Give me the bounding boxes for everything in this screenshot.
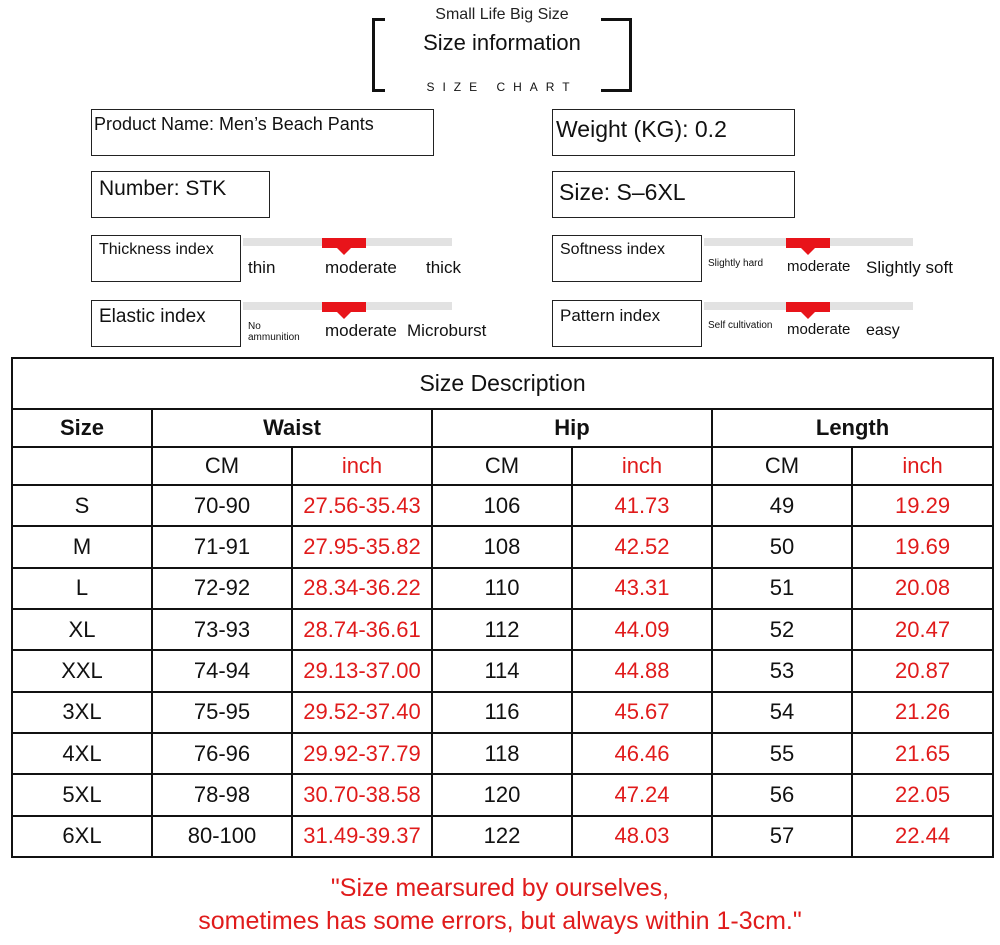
waist-inch-cell: 28.74-36.61 <box>292 609 432 650</box>
table-row <box>12 692 993 733</box>
table-row <box>12 568 993 609</box>
hip-cm-cell: 108 <box>432 526 572 567</box>
hip-cm-cell: 112 <box>432 609 572 650</box>
length-cm-cell: 57 <box>712 816 852 857</box>
length-cm-cell: 55 <box>712 733 852 774</box>
pattern-index-box <box>552 300 702 347</box>
number-box <box>91 171 270 218</box>
size-range: Size: S–6XL <box>559 179 686 205</box>
hip-cm-cell: 106 <box>432 485 572 526</box>
length-inch-cell: 22.05 <box>852 774 993 815</box>
pattern-high-label: easy <box>866 322 900 339</box>
waist-inch-cell: 28.34-36.22 <box>292 568 432 609</box>
waist-inch-cell: 29.52-37.40 <box>292 692 432 733</box>
waist-inch-cell: 31.49-39.37 <box>292 816 432 857</box>
waist-cm-cell: 73-93 <box>152 609 292 650</box>
length-column-header: Length <box>712 409 993 447</box>
waist-cm-cell: 75-95 <box>152 692 292 733</box>
unit-header: CM <box>152 447 292 485</box>
waist-cm-cell: 72-92 <box>152 568 292 609</box>
softness-low-label: Slightly hard <box>708 258 764 269</box>
softness-pointer <box>799 246 817 255</box>
size-cell: 4XL <box>12 733 152 774</box>
hip-cm-cell: 116 <box>432 692 572 733</box>
softness-index-bar <box>704 238 913 246</box>
length-cm-cell: 54 <box>712 692 852 733</box>
length-inch-cell: 21.26 <box>852 692 993 733</box>
page-title: Size information <box>423 30 581 55</box>
thickness-high-label: thick <box>426 258 461 277</box>
table-caption-row <box>12 358 993 409</box>
length-cm-cell: 56 <box>712 774 852 815</box>
hip-column-header: Hip <box>432 409 712 447</box>
softness-high-label: Slightly soft <box>866 258 953 277</box>
length-inch-cell: 21.65 <box>852 733 993 774</box>
elastic-index-box <box>91 300 241 347</box>
waist-cm-cell: 74-94 <box>152 650 292 691</box>
length-inch-cell: 20.08 <box>852 568 993 609</box>
size-chart-header <box>372 6 632 94</box>
thickness-pointer <box>335 246 353 255</box>
pattern-low-label: Self cultivation <box>708 320 773 331</box>
weight-box <box>552 109 795 156</box>
length-cm-cell: 50 <box>712 526 852 567</box>
thickness-index-label: Thickness index <box>99 241 214 258</box>
unit-cell-empty <box>12 447 152 485</box>
unit-header: CM <box>432 447 572 485</box>
length-cm-cell: 49 <box>712 485 852 526</box>
waist-inch-cell: 29.13-37.00 <box>292 650 432 691</box>
size-column-header: Size <box>12 409 152 447</box>
hip-inch-cell: 47.24 <box>572 774 712 815</box>
hip-cm-cell: 110 <box>432 568 572 609</box>
waist-inch-cell: 27.95-35.82 <box>292 526 432 567</box>
measurement-note <box>0 872 1000 938</box>
pattern-pointer <box>799 310 817 319</box>
softness-mid-label: moderate <box>787 258 851 275</box>
table-row <box>12 609 993 650</box>
hip-cm-cell: 114 <box>432 650 572 691</box>
elastic-low-label: No ammunition <box>248 321 300 343</box>
softness-index-box <box>552 235 702 282</box>
hip-inch-cell: 41.73 <box>572 485 712 526</box>
size-cell: 3XL <box>12 692 152 733</box>
size-cell: S <box>12 485 152 526</box>
table-unit-row <box>12 447 993 485</box>
table-row <box>12 485 993 526</box>
waist-cm-cell: 80-100 <box>152 816 292 857</box>
elastic-mid-label: moderate <box>325 321 397 340</box>
table-row <box>12 526 993 567</box>
length-cm-cell: 52 <box>712 609 852 650</box>
length-inch-cell: 22.44 <box>852 816 993 857</box>
waist-cm-cell: 78-98 <box>152 774 292 815</box>
elastic-index-label: Elastic index <box>99 306 206 327</box>
waist-inch-cell: 29.92-37.79 <box>292 733 432 774</box>
product-name: Product Name: Men’s Beach Pants <box>94 114 374 134</box>
table-row <box>12 774 993 815</box>
product-name-box <box>91 109 434 156</box>
table-group-header-row <box>12 409 993 447</box>
hip-inch-cell: 46.46 <box>572 733 712 774</box>
hip-inch-cell: 44.09 <box>572 609 712 650</box>
thickness-low-label: thin <box>248 258 276 277</box>
waist-cm-cell: 76-96 <box>152 733 292 774</box>
pattern-index-label: Pattern index <box>560 306 661 325</box>
softness-index-label: Softness index <box>560 241 665 258</box>
size-cell: XXL <box>12 650 152 691</box>
hip-cm-cell: 122 <box>432 816 572 857</box>
waist-cm-cell: 71-91 <box>152 526 292 567</box>
measurement-note-line2: sometimes has some errors, but always within 1-3cm." <box>198 907 802 935</box>
elastic-high-label: Microburst <box>407 321 487 340</box>
waist-column-header: Waist <box>152 409 432 447</box>
size-cell: L <box>12 568 152 609</box>
size-cell: 5XL <box>12 774 152 815</box>
unit-header: inch <box>572 447 712 485</box>
length-cm-cell: 51 <box>712 568 852 609</box>
unit-header: inch <box>852 447 993 485</box>
table-row <box>12 816 993 857</box>
pattern-index-bar <box>704 302 913 310</box>
measurement-note-line1: "Size mearsured by ourselves, <box>330 874 670 902</box>
length-cm-cell: 53 <box>712 650 852 691</box>
hip-inch-cell: 48.03 <box>572 816 712 857</box>
unit-header: CM <box>712 447 852 485</box>
thickness-index-bar <box>243 238 452 246</box>
hip-inch-cell: 43.31 <box>572 568 712 609</box>
elastic-pointer <box>335 310 353 319</box>
size-cell: 6XL <box>12 816 152 857</box>
brand-name: Small Life Big Size <box>429 6 574 23</box>
hip-inch-cell: 42.52 <box>572 526 712 567</box>
table-row <box>12 650 993 691</box>
weight: Weight (KG): 0.2 <box>556 116 727 142</box>
hip-cm-cell: 120 <box>432 774 572 815</box>
thickness-index-box <box>91 235 241 282</box>
hip-inch-cell: 44.88 <box>572 650 712 691</box>
waist-inch-cell: 27.56-35.43 <box>292 485 432 526</box>
hip-inch-cell: 45.67 <box>572 692 712 733</box>
length-inch-cell: 19.69 <box>852 526 993 567</box>
pattern-mid-label: moderate <box>787 321 851 338</box>
elastic-index-bar <box>243 302 452 310</box>
page-subtitle: SIZE CHART <box>422 80 581 94</box>
size-description-table <box>11 357 994 858</box>
size-cell: XL <box>12 609 152 650</box>
thickness-mid-label: moderate <box>325 258 397 277</box>
length-inch-cell: 20.87 <box>852 650 993 691</box>
size-cell: M <box>12 526 152 567</box>
table-caption: Size Description <box>12 358 993 409</box>
waist-cm-cell: 70-90 <box>152 485 292 526</box>
table-row <box>12 733 993 774</box>
hip-cm-cell: 118 <box>432 733 572 774</box>
unit-header: inch <box>292 447 432 485</box>
size-range-box <box>552 171 795 218</box>
length-inch-cell: 19.29 <box>852 485 993 526</box>
waist-inch-cell: 30.70-38.58 <box>292 774 432 815</box>
length-inch-cell: 20.47 <box>852 609 993 650</box>
product-number: Number: STK <box>99 177 227 200</box>
